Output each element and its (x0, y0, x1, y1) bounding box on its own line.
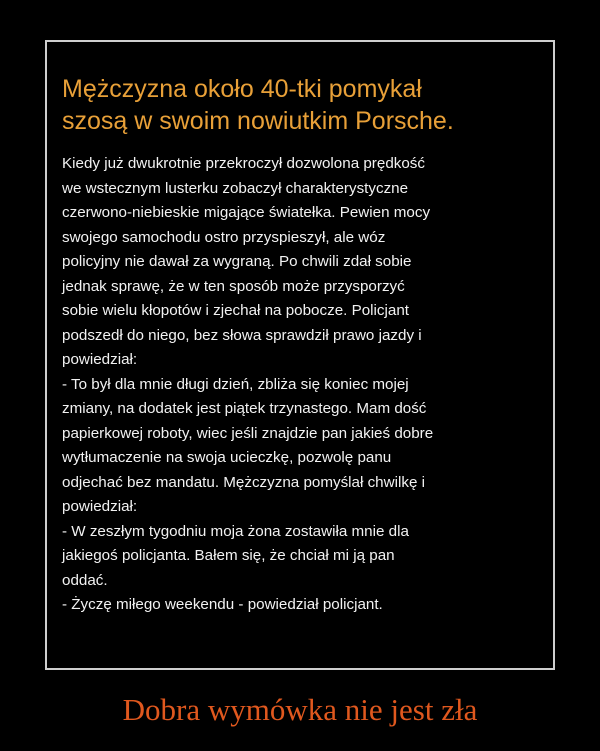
joke-line: - To był dla mnie długi dzień, zbliża się koniec mojej (62, 375, 409, 393)
joke-line: zmiany, na dodatek jest piątek trzynastego. Mam dość (62, 400, 427, 417)
joke-line: swojego samochodu ostro przyspieszył, ale wóz (62, 228, 386, 246)
joke-line: odjechać bez mandatu. Mężczyzna pomyślał chwilkę i (62, 473, 425, 491)
poster-caption: Dobra wymówka nie jest zła (122, 692, 478, 727)
joke-line: wytłumaczenie na swoja ucieczkę, pozwolę panu (62, 449, 392, 466)
joke-line: oddać. (62, 571, 108, 589)
headline-line: szosą w swoim nowiutkim Porsche. (62, 107, 454, 135)
joke-line: jakiegoś policjanta. Bałem się, że chciał mi ją pan (62, 547, 395, 564)
joke-line: jednak sprawę, że w ten sposób może przysporzyć (62, 277, 405, 295)
joke-line: - Życzę miłego weekendu - powiedział policjant. (62, 596, 383, 613)
joke-text (62, 152, 542, 618)
joke-line: podszedł do niego, bez słowa sprawdził prawo jazdy i (62, 326, 422, 344)
headline-line: Mężczyzna około 40-tki pomykał (62, 75, 422, 103)
poster-headline (62, 73, 542, 137)
joke-line: policyjny nie dawał za wygraną. Po chwili zdał sobie (62, 253, 412, 270)
joke-line: we wstecznym lusterku zobaczył charakterystyczne (62, 179, 409, 197)
joke-line: papierkowej roboty, wiec jeśli znajdzie pan jakieś dobre (62, 424, 434, 442)
joke-line: powiedział: (62, 498, 138, 515)
joke-line: czerwono-niebieskie migające światełka. Pewien mocy (62, 204, 431, 221)
joke-line: powiedział: (62, 351, 138, 368)
joke-line: - W zeszłym tygodniu moja żona zostawiła mnie dla (62, 522, 409, 540)
joke-line: sobie wielu kłopotów i zjechał na pobocze. Policjant (62, 302, 409, 319)
joke-line: Kiedy już dwukrotnie przekroczył dozwolona prędkość (62, 155, 425, 172)
